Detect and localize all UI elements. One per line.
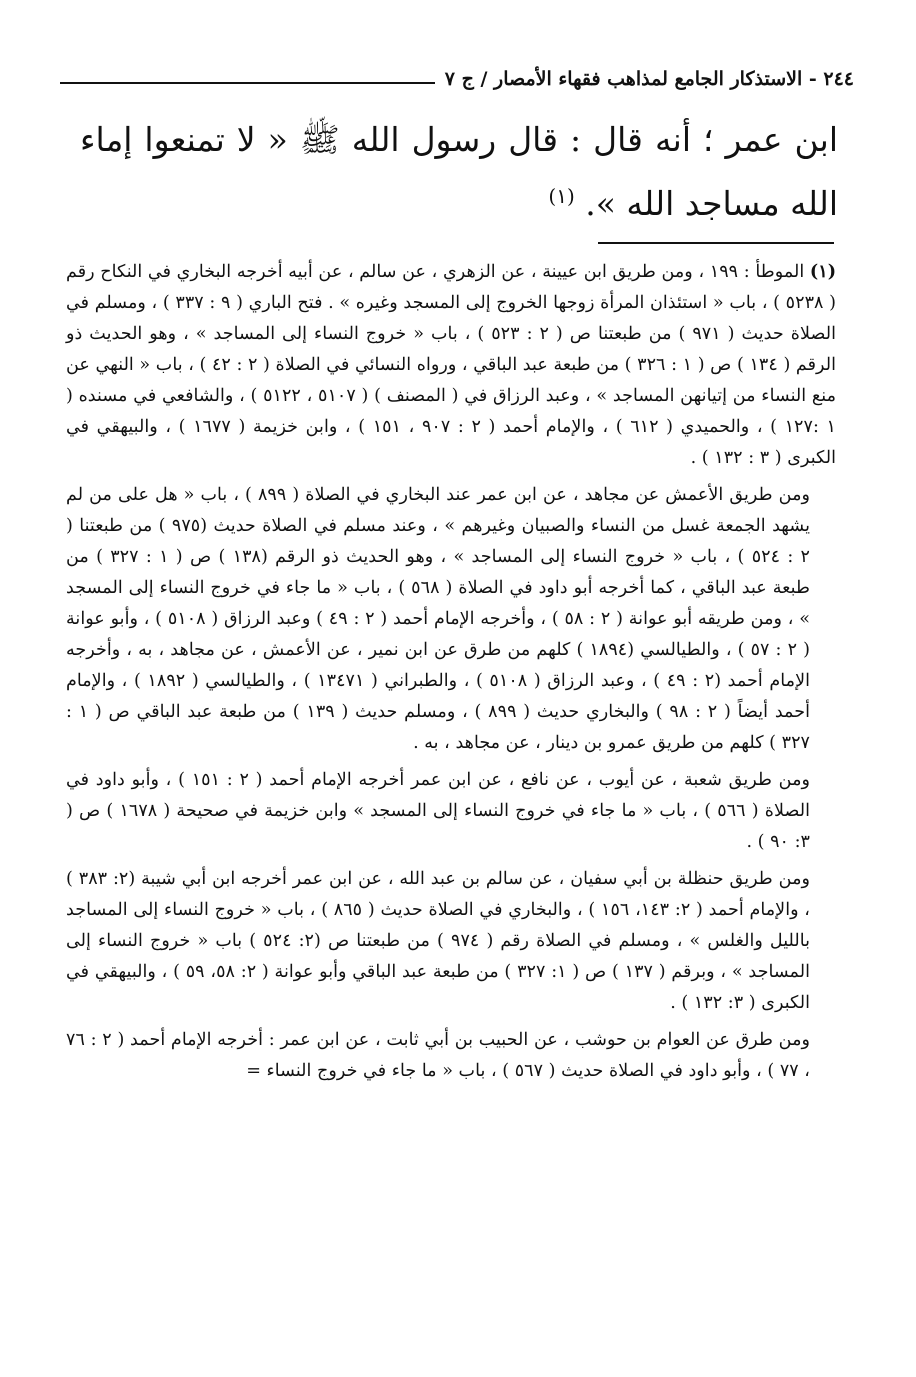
header-rule — [60, 82, 435, 84]
footnotes-section — [66, 256, 836, 1093]
footnote-reference: (١) — [548, 184, 575, 208]
running-head — [60, 54, 854, 90]
footnote-paragraph: ومن طريق شعبة ، عن أيوب ، عن نافع ، عن ابن عمر أخرجه الإمام أحمد ( ٢ : ١٥١ ) ، وأبو داود في الصلاة ( ٥٦٦ ) ، باب « ما جاء في خروج النساء إلى المسجد » وابن خزيمة في صحيحة ( ١٦٧٨ ) ص ( ٣: ٩٠ ) . — [66, 770, 810, 852]
footnote-number: (١) — [809, 261, 837, 282]
main-text — [80, 112, 838, 232]
page-header-title: ٢٤٤ - الاستذكار الجامع لمذاهب فقهاء الأمصار / ج ٧ — [444, 68, 854, 90]
footnote-paragraph: ومن طريق حنظلة بن أبي سفيان ، عن سالم بن عبد الله ، عن ابن عمر أخرجه ابن أبي شيبة (٢: ٣٨٣ ) ، والإمام أحمد ( ٢: ١٤٣، ١٥٦ ) ، والبخاري في الصلاة حديث ( ٨٦٥ ) ، باب « خروج النساء إلى المساجد بالليل والغلس » ، ومسلم في الصلاة رقم ( ٩٧٤ ) من طبعتنا ص (٢: ٥٢٤ ) باب « خروج النساء إلى المساجد » ، وبرقم ( ١٣٧ ) ص ( ١: ٣٢٧ ) من طبعة عبد الباقي وأبو عوانة ( ٢: ٥٨، ٥٩ ) ، والبيهقي في الكبرى ( ٣: ١٣٢ ) . — [66, 869, 811, 1013]
footnote-text: الموطأ : ١٩٩ ، ومن طريق ابن عيينة ، عن الزهري ، عن سالم ، عن أبيه أخرجه البخاري في النكاح رقم ( ٥٢٣٨ ) ، باب « استئذان المرأة زوجها الخروج إلى المسجد وغيره » . فتح الباري ( ٩ : ٣٣٧ ) ، ومسلم في الصلاة حديث ( ٩٧١ ) من طبعتنا ص ( ٢ : ٥٢٣ ) ، باب « خروج النساء إلى المساجد » ، وهو الحديث ذو الرقم ( ١٣٤ ) ص ( ١ : ٣٢٦ ) من طبعة عبد الباقي ، ورواه النسائي في الصلاة ( ٢ : ٤٢ ) ، باب « النهي عن منع النساء من إتيانهن المساجد » ، وعبد الرزاق في ( المصنف ) ( ٥١٠٧ ، ٥١٢٢ ) ، والشافعي في مسنده ( ١ :١٢٧ ) ، والحميدي ( ٦١٢ ) ، والإمام أحمد ( ٢ : ٩٠٧ ، ١٥١ ) ، وابن خزيمة ( ١٦٧٧ ) ، والبيهقي في الكبرى ( ٣ : ١٣٢ ) . — [66, 262, 836, 468]
footnote-separator — [598, 242, 834, 244]
hadith-text: ابن عمر ؛ أنه قال : قال رسول الله ﷺ « لا تمنعوا إماء الله مساجد الله ». — [80, 120, 838, 223]
footnote-paragraph: ومن طرق عن العوام بن حوشب ، عن الحبيب بن أبي ثابت ، عن ابن عمر : أخرجه الإمام أحمد ( ٢ : ٧٦ ، ٧٧ ) ، وأبو داود في الصلاة حديث ( ٥٦٧ ) ، باب « ما جاء في خروج النساء = — [66, 1030, 810, 1081]
footnote-paragraph: ومن طريق الأعمش عن مجاهد ، عن ابن عمر عند البخاري في الصلاة ( ٨٩٩ ) ، باب « هل على من لم يشهد الجمعة غسل من النساء والصبيان وغيرهم » ، وعند مسلم في الصلاة حديث (٩٧٥ ) من طبعتنا ( ٢ : ٥٢٤ ) ، باب « خروج النساء إلى المساجد » ، وهو الحديث ذو الرقم (١٣٨ ) ص ( ١ : ٣٢٧ ) من طبعة عبد الباقي ، كما أخرجه أبو داود في الصلاة ( ٥٦٨ ) ، باب « ما جاء في خروج النساء إلى المسجد » ، ومن طريقه أبو عوانة ( ٢ : ٥٨ ) ، وأخرجه الإمام أحمد ( ٢ : ٤٩ ) وعبد الرزاق ( ٥١٠٨ ) ، وأبو عوانة ( ٢ : ٥٧ ) ، والطيالسي (١٨٩٤ ) كلهم من طرق عن ابن نمير ، عن الأعمش ، عن مجاهد ، به ، وأخرجه الإمام أحمد (٢ : ٤٩ ) ، وعبد الرزاق ( ٥١٠٨ ) ، والطبراني ( ١٣٤٧١ ) ، والطيالسي ( ١٨٩٢ ) ، والإمام أحمد أيضاً ( ٢ : ٩٨ ) والبخاري حديث ( ٨٩٩ ) ، ومسلم حديث ( ١٣٩ ) من طبعة عبد الباقي ص ( ١ : ٣٢٧ ) كلهم من طريق عمرو بن دينار ، عن مجاهد ، به . — [66, 485, 811, 753]
footnote-paragraph — [66, 256, 836, 474]
